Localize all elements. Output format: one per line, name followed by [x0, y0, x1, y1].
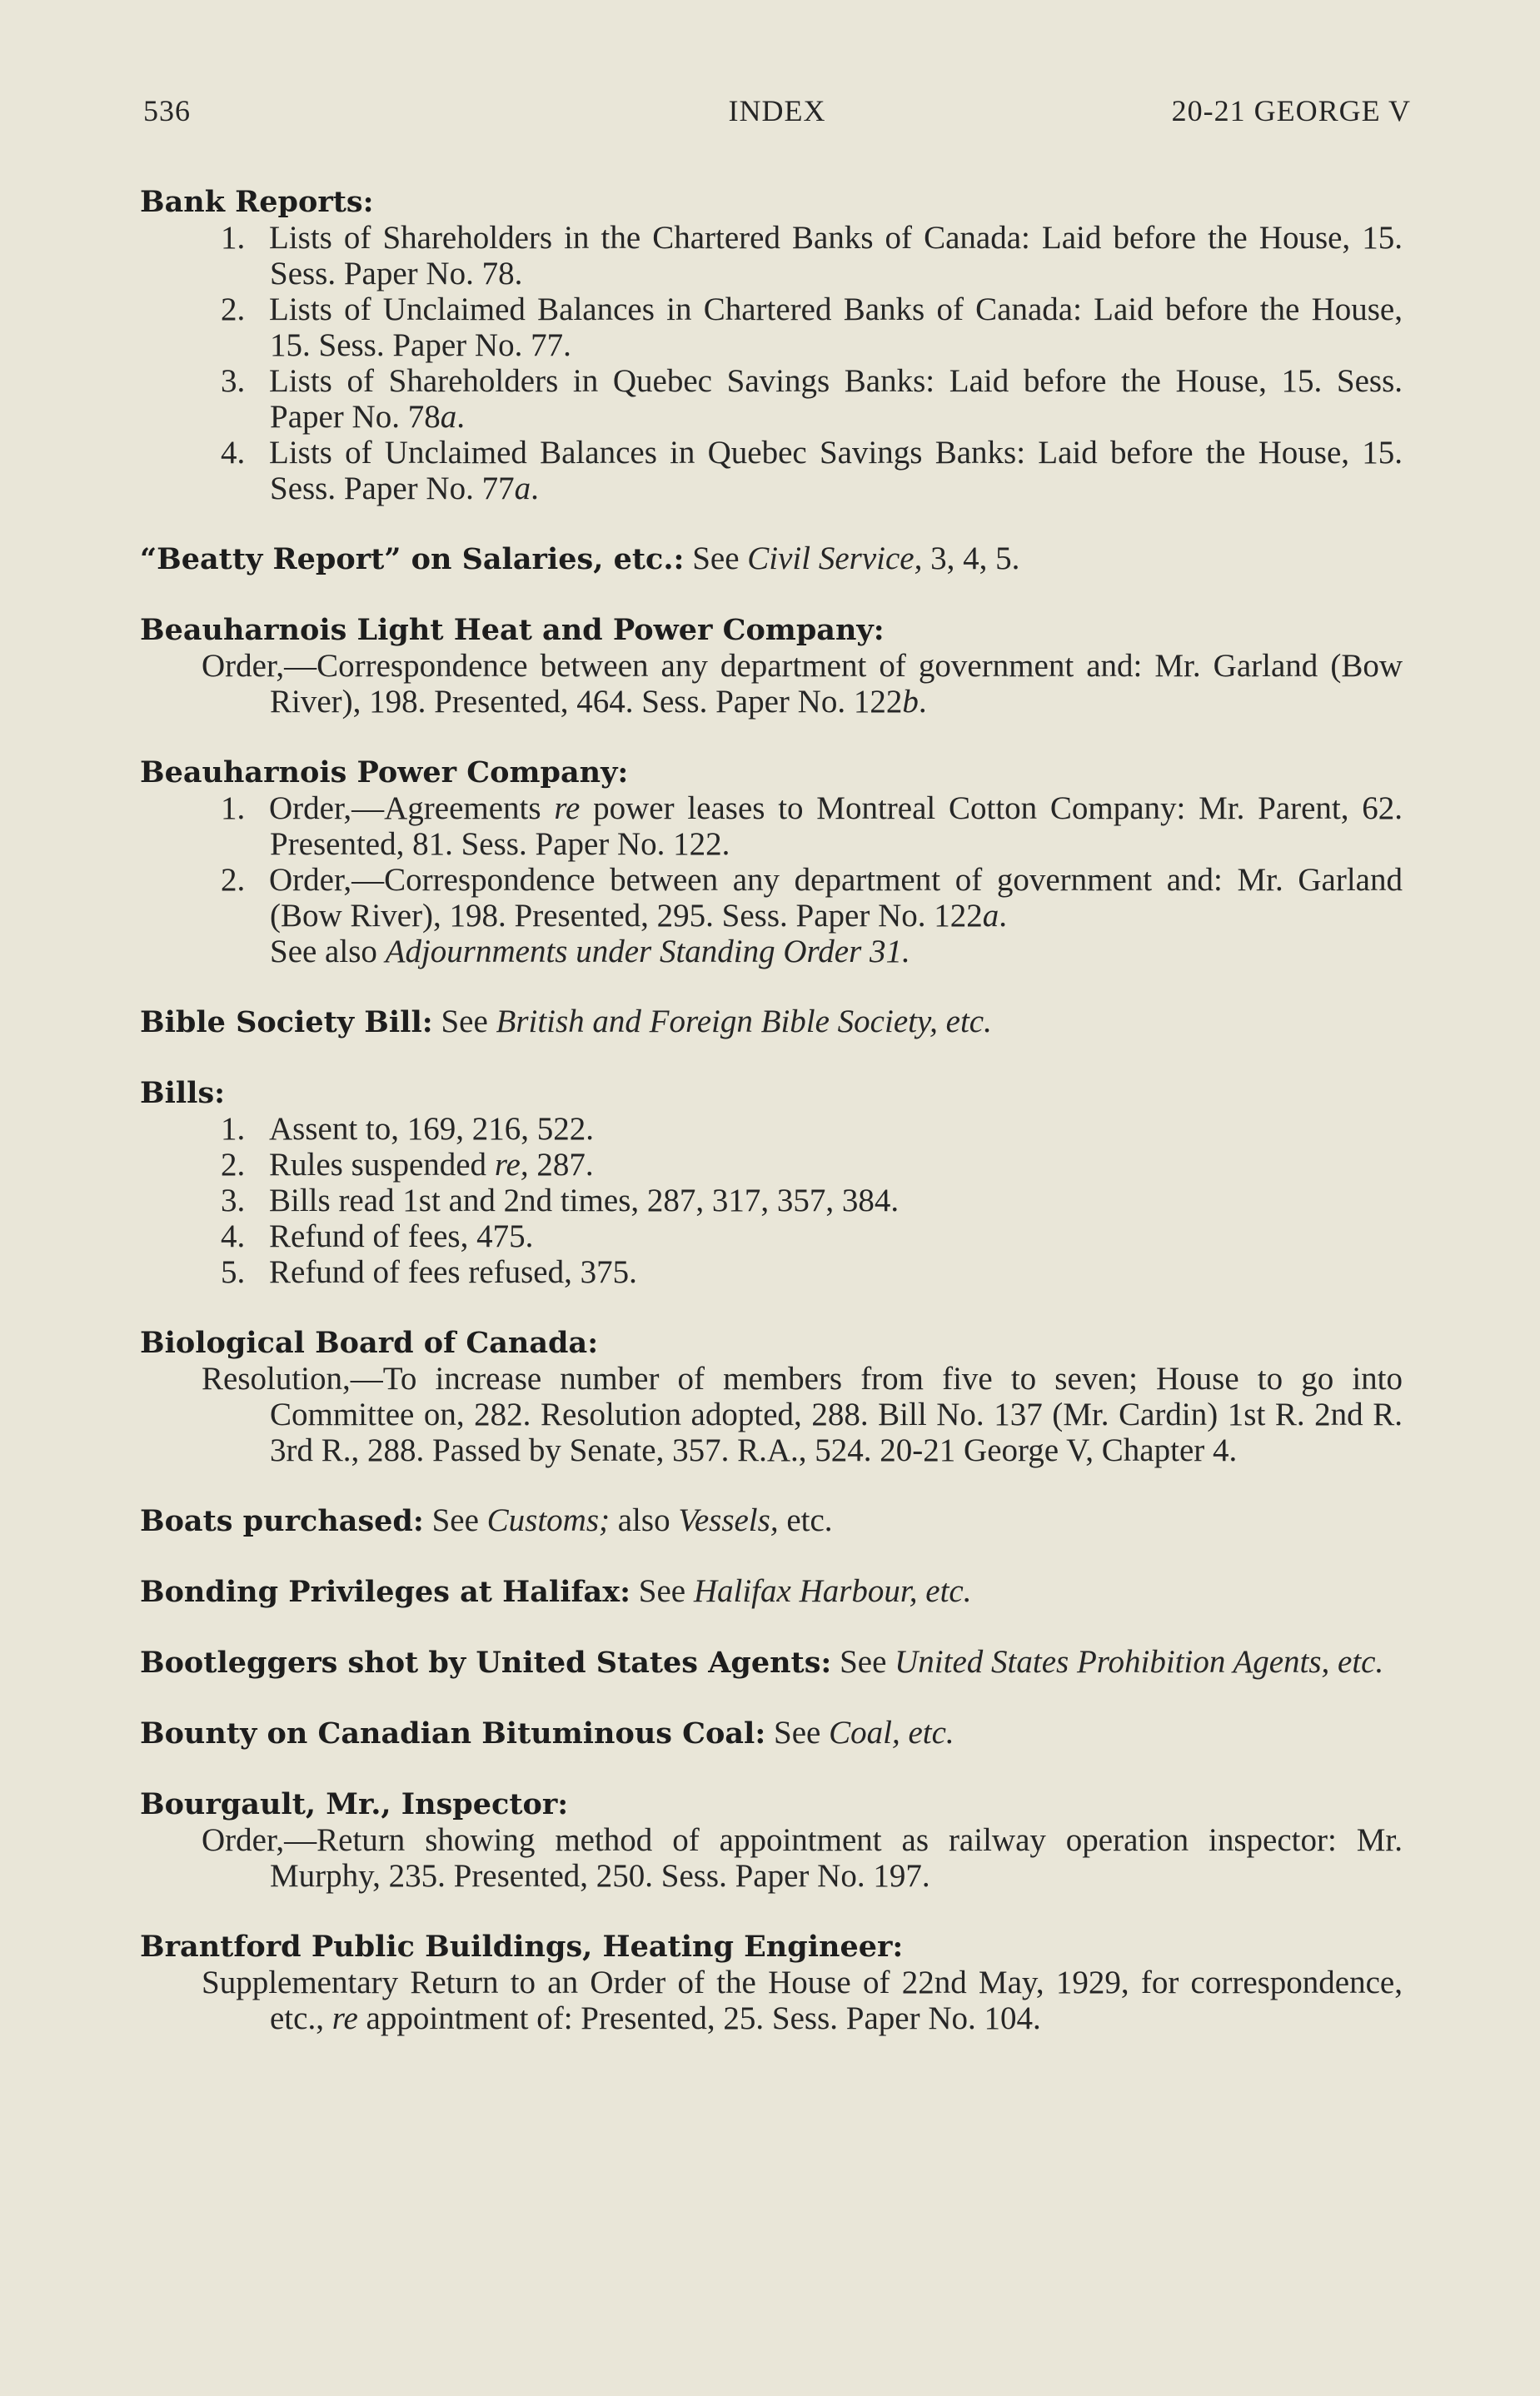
entry-heading: Biological Board of Canada:	[140, 1326, 599, 1360]
entry-bills	[140, 1074, 1403, 1290]
entry-heading: Boats purchased:	[140, 1504, 424, 1538]
entry-bank-reports	[140, 183, 1403, 506]
entry-heading: “Beatty Report” on Salaries, etc.:	[140, 542, 685, 576]
entry-heading: Brantford Public Buildings, Heating Engineer:	[140, 1930, 904, 1964]
entry-brantford	[140, 1928, 1403, 2036]
entry-heading: Bonding Privileges at Halifax:	[140, 1575, 631, 1609]
entry-bourgault	[140, 1786, 1403, 1894]
entry-text: Supplementary Return to an Order of the House of 22nd May, 1929, for correspondence, etc., re appointment of: Presented, 25. Sess. Paper No. 104.	[202, 1965, 1403, 2036]
entry-heading: Bourgault, Mr., Inspector:	[140, 1787, 569, 1821]
list-item: 3. Lists of Shareholders in Quebec Savings Banks: Laid before the House, 15. Sess. Paper No. 78a.	[221, 363, 1403, 435]
list-item: 2. Rules suspended re, 287.	[221, 1147, 594, 1183]
entry-bible-society-bill: Bible Society Bill: See British and Foreign Bible Society, etc.	[140, 1004, 992, 1039]
list-item: 5. Refund of fees refused, 375.	[221, 1254, 637, 1290]
running-head-reign: 20-21 GEORGE V	[1171, 94, 1411, 127]
list-item: 3. Bills read 1st and 2nd times, 287, 317, 357, 384.	[221, 1183, 900, 1218]
list-item: 4. Lists of Unclaimed Balances in Quebec Savings Banks: Laid before the House, 15. Sess. Paper No. 77a.	[221, 435, 1403, 506]
entry-beatty-report: “Beatty Report” on Salaries, etc.: See Civil Service, 3, 4, 5.	[140, 540, 1020, 576]
page-header	[143, 93, 1411, 135]
entry-biological-board	[140, 1324, 1403, 1468]
list-item: 1. Assent to, 169, 216, 522.	[221, 1111, 594, 1147]
entry-heading: Bills:	[140, 1076, 226, 1110]
list-item: 1. Lists of Shareholders in the Chartered Banks of Canada: Laid before the House, 15. Sess. Paper No. 78.	[221, 220, 1403, 291]
list-item: 2. Order,—Correspondence between any department of government and: Mr. Garland (Bow River), 198. Presented, 295. Sess. Paper No. 122a.	[221, 862, 1403, 934]
entry-boats-purchased: Boats purchased: See Customs; also Vessels, etc.	[140, 1502, 833, 1538]
entry-heading: Beauharnois Light Heat and Power Company:	[140, 613, 885, 647]
entry-heading: Bounty on Canadian Bituminous Coal:	[140, 1716, 766, 1751]
index-content	[140, 183, 1403, 2070]
entry-bonding-privileges: Bonding Privileges at Halifax: See Halifax Harbour, etc.	[140, 1573, 972, 1609]
see-also: See also Adjournments under Standing Order 31.	[270, 934, 910, 969]
entry-beauharnois-power	[140, 754, 1403, 969]
list-item: 2. Lists of Unclaimed Balances in Chartered Banks of Canada: Laid before the House, 15. Sess. Paper No. 77.	[221, 291, 1403, 363]
entry-text: Resolution,—To increase number of members from five to seven; House to go into Committee on, 282. Resolution adopted, 288. Bill No. 137 (Mr. Cardin) 1st R. 2nd R. 3rd R., 288. Passed by Senate, 357. R.A., 524. 20-21 George V, Chapter 4.	[202, 1361, 1403, 1468]
entry-heading: Bible Society Bill:	[140, 1005, 433, 1039]
entry-heading: Bank Reports:	[140, 185, 374, 219]
entry-heading: Bootleggers shot by United States Agents:	[140, 1646, 832, 1680]
entry-bootleggers: Bootleggers shot by United States Agents: See United States Prohibition Agents, etc.	[140, 1644, 1384, 1680]
entry-text: Order,—Return showing method of appointment as railway operation inspector: Mr. Murphy, 235. Presented, 250. Sess. Paper No. 197.	[202, 1822, 1403, 1894]
entry-text: Order,—Correspondence between any department of government and: Mr. Garland (Bow River), 198. Presented, 464. Sess. Paper No. 122b.	[202, 648, 1403, 720]
page-number: 536	[143, 94, 191, 127]
page-title: INDEX	[728, 94, 826, 127]
entry-bounty-coal: Bounty on Canadian Bituminous Coal: See Coal, etc.	[140, 1715, 954, 1751]
entry-beauharnois-light-heat-power	[140, 611, 1403, 720]
entry-heading: Beauharnois Power Company:	[140, 755, 629, 790]
list-item: 1. Order,—Agreements re power leases to Montreal Cotton Company: Mr. Parent, 62. Presented, 81. Sess. Paper No. 122.	[221, 790, 1403, 862]
list-item: 4. Refund of fees, 475.	[221, 1218, 534, 1254]
